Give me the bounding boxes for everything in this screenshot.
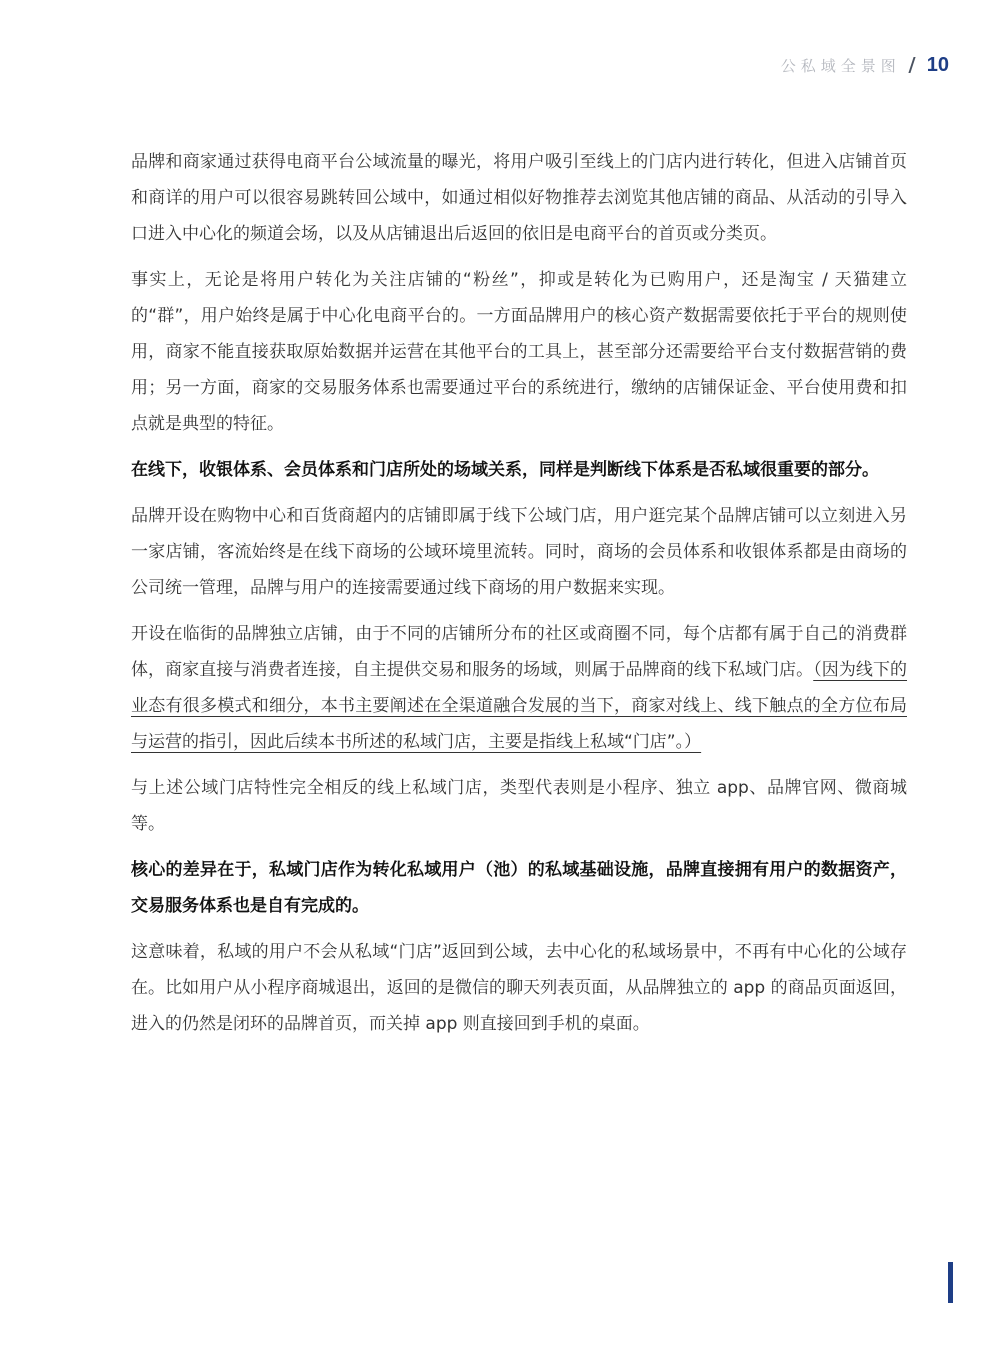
- paragraph: [131, 616, 907, 760]
- paragraph: 品牌开设在购物中心和百货商超内的店铺即属于线下公域门店，用户逛完某个品牌店铺可以立刻进入另一家店铺，客流始终是在线下商场的公域环境里流转。同时，商场的会员体系和收银体系都是由商场的公司统一管理，品牌与用户的连接需要通过线下商场的用户数据来实现。: [131, 506, 907, 598]
- page-edge-marker: [948, 1262, 953, 1303]
- underlined-note: （因为线下的业态有很多模式和细分，本书主要阐述在全渠道融合发展的当下，商家对线上、线下触点的全方位布局与运营的指引，因此后续本书所述的私域门店，主要是指线上私域“门店”。）: [131, 660, 908, 752]
- paragraph-text: 开设在临街的品牌独立店铺，由于不同的店铺所分布的社区或商圈不同，每个店都有属于自己的消费群体，商家直接与消费者连接，自主提供交易和服务的场域，则属于品牌商的线下私域门店。: [131, 624, 907, 680]
- bold-paragraph: 在线下，收银体系、会员体系和门店所处的场域关系，同样是判断线下体系是否私域很重要的部分。: [131, 460, 879, 480]
- page-number: 10: [926, 53, 949, 76]
- bold-paragraph: 核心的差异在于，私域门店作为转化私域用户（池）的私域基础设施，品牌直接拥有用户的数据资产，交易服务体系也是自有完成的。: [131, 860, 907, 916]
- paragraph: 这意味着，私域的用户不会从私域“门店”返回到公域，去中心化的私域场景中，不再有中心化的公域存在。比如用户从小程序商城退出，返回的是微信的聊天列表页面，从品牌独立的 app 的商品页面返回，进入的仍然是闭环的品牌首页，而关掉 app 则直接回到手机的桌面。: [131, 942, 907, 1034]
- section-title: 公私域全景图: [780, 56, 901, 75]
- paragraph: 事实上，无论是将用户转化为关注店铺的“粉丝”，抑或是转化为已购用户，还是淘宝 / 天猫建立的“群”，用户始终是属于中心化电商平台的。一方面品牌用户的核心资产数据需要依托于平台的规则使用，商家不能直接获取原始数据并运营在其他平台的工具上，甚至部分还需要给平台支付数据营销的费用；另一方面，商家的交易服务体系也需要通过平台的系统进行，缴纳的店铺保证金、平台使用费和扣点就是典型的特征。: [131, 270, 907, 434]
- paragraph: 与上述公域门店特性完全相反的线上私域门店，类型代表则是小程序、独立 app、品牌官网、微商城等。: [131, 778, 907, 834]
- slash-divider: [908, 57, 915, 73]
- body-content: [131, 144, 907, 1052]
- paragraph: 品牌和商家通过获得电商平台公域流量的曝光，将用户吸引至线上的门店内进行转化，但进入店铺首页和商详的用户可以很容易跳转回公域中，如通过相似好物推荐去浏览其他店铺的商品、从活动的引导入口进入中心化的频道会场，以及从店铺退出后返回的依旧是电商平台的首页或分类页。: [131, 152, 907, 244]
- page-header: [781, 50, 949, 80]
